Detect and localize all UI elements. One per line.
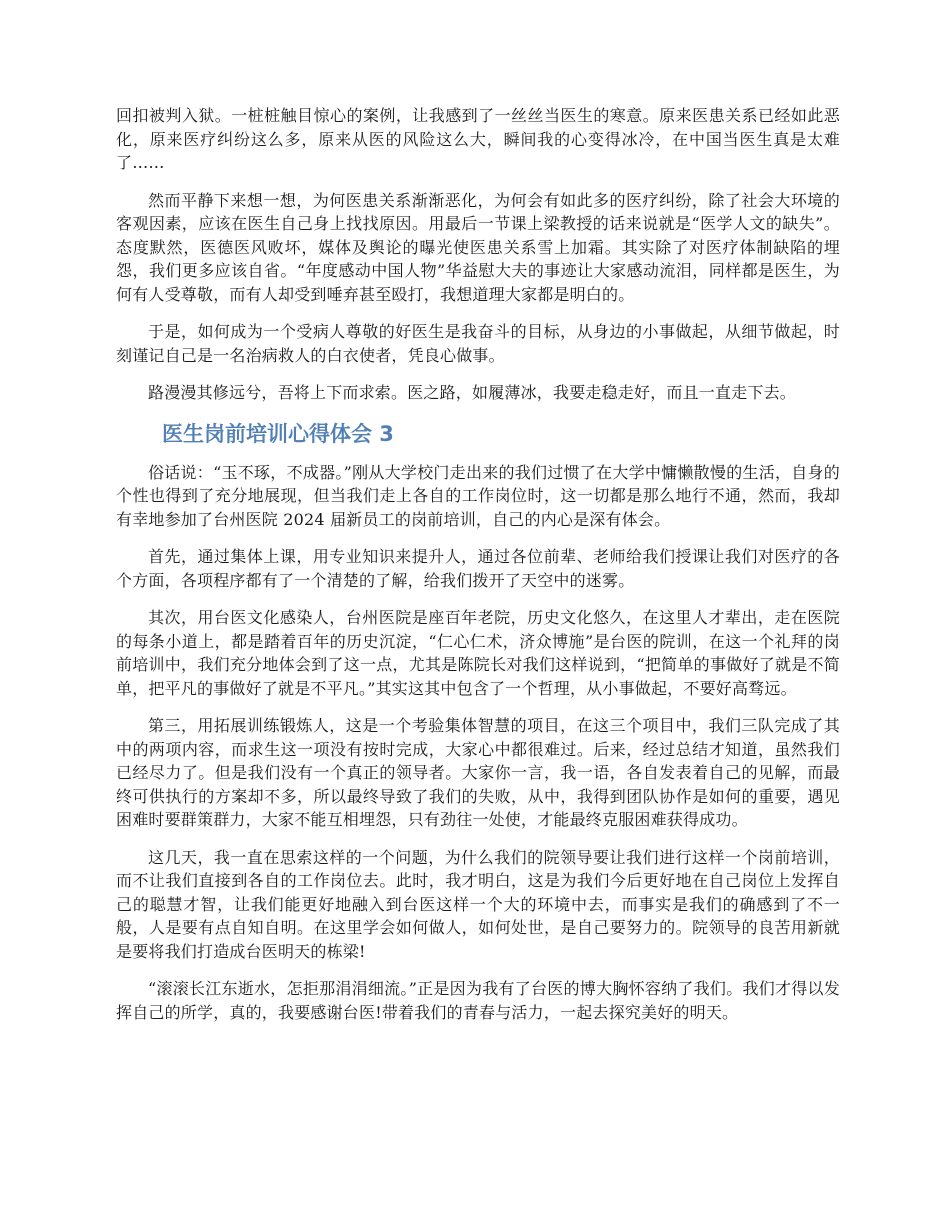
paragraph-thoughts: 这几天，我一直在思索这样的一个问题，为什么我们的院领导要让我们进行这样一个岗前培训，而不让我们直接到各自的工作岗位去。此时，我才明白，这是为我们今后更好地在自己岗位上发挥自己的聪慧才智，让我们能更好地融入到台医这样一个大的环境中去，而事实是我们的确感到了不一般，人是要有点自知自明。在这里学会如何做人，如何处世，是自己要努力的。院领导的良苦用新就是要将我们打造成台医明天的栋梁! (116, 847, 840, 961)
document-page (116, 104, 840, 1038)
paragraph-continuation: 回扣被判入狱。一桩桩触目惊心的案例，让我感到了一丝丝当医生的寒意。原来医患关系已经如此恶化，原来医疗纠纷这么多，原来从医的风险这么大，瞬间我的心变得冰冷，在中国当医生真是太难了…… (116, 106, 840, 172)
section-heading: 医生岗前培训心得体会 3 (162, 421, 394, 446)
paragraph-intro: 俗话说：“玉不琢，不成器。”刚从大学校门走出来的我们过惯了在大学中慵懒散慢的生活，自身的个性也得到了充分地展现，但当我们走上各自的工作岗位时，这一切都是那么地行不通，然而，我却有幸地参加了台州医院 2024 届新员工的岗前培训，自己的内心是深有体会。 (116, 462, 840, 529)
paragraph-reflection: 然而平静下来想一想，为何医患关系渐渐恶化，为何会有如此多的医疗纠纷，除了社会大环境的客观因素，应该在医生自己身上找找原因。用最后一节课上梁教授的话来说就是“医学人文的缺失”。态度默然，医德医风败坏，媒体及舆论的曝光使医患关系雪上加霜。其实除了对医疗体制缺陷的埋怨，我们更多应该自省。“年度感动中国人物”华益慰大夫的事迹让大家感动流泪，同样都是医生，为何有人受尊敬，而有人却受到唾弃甚至殴打，我想道理大家都是明白的。 (116, 190, 840, 304)
paragraph-closing: 路漫漫其修远兮，吾将上下而求索。医之路，如履薄冰，我要走稳走好，而且一直走下去。 (148, 383, 797, 402)
paragraph-first: 首先，通过集体上课，用专业知识来提升人，通过各位前辈、老师给我们授课让我们对医疗的各个方面，各项程序都有了一个清楚的了解，给我们拨开了天空中的迷雾。 (116, 547, 840, 590)
paragraph-conclusion: “滚滚长江东逝水，怎拒那涓涓细流。”正是因为我有了台医的博大胸怀容纳了我们。我们才得以发挥自己的所学，真的，我要感谢台医!带着我们的青春与活力，一起去探究美好的明天。 (116, 979, 840, 1022)
paragraph-second: 其次，用台医文化感染人，台州医院是座百年老院，历史文化悠久，在这里人才辈出，走在医院的每条小道上，都是踏着百年的历史沉淀，“仁心仁术，济众博施”是台医的院训，在这一个礼拜的岗前培训中，我们充分地体会到了这一点，尤其是陈院长对我们这样说到，“把简单的事做好了就是不简单，把平凡的事做好了就是不平凡。”其实这其中包含了一个哲理，从小事做起，不要好高骛远。 (116, 608, 840, 698)
paragraph-third: 第三，用拓展训练锻炼人，这是一个考验集体智慧的项目，在这三个项目中，我们三队完成了其中的两项内容，而求生这一项没有按时完成，大家心中都很难过。后来，经过总结才知道，虽然我们已经尽力了。但是我们没有一个真正的领导者。大家你一言，我一语，各自发表着自己的见解，而最终可供执行的方案却不多，所以最终导致了我们的失败，从中，我得到团队协作是如何的重要，遇见困难时要群策群力，大家不能互相埋怨，只有劲往一处使，才能最终克服困难获得成功。 (116, 716, 840, 829)
paragraph-goal: 于是，如何成为一个受病人尊敬的好医生是我奋斗的目标，从身边的小事做起，从细节做起，时刻谨记自己是一名治病救人的白衣使者，凭良心做事。 (116, 322, 840, 365)
